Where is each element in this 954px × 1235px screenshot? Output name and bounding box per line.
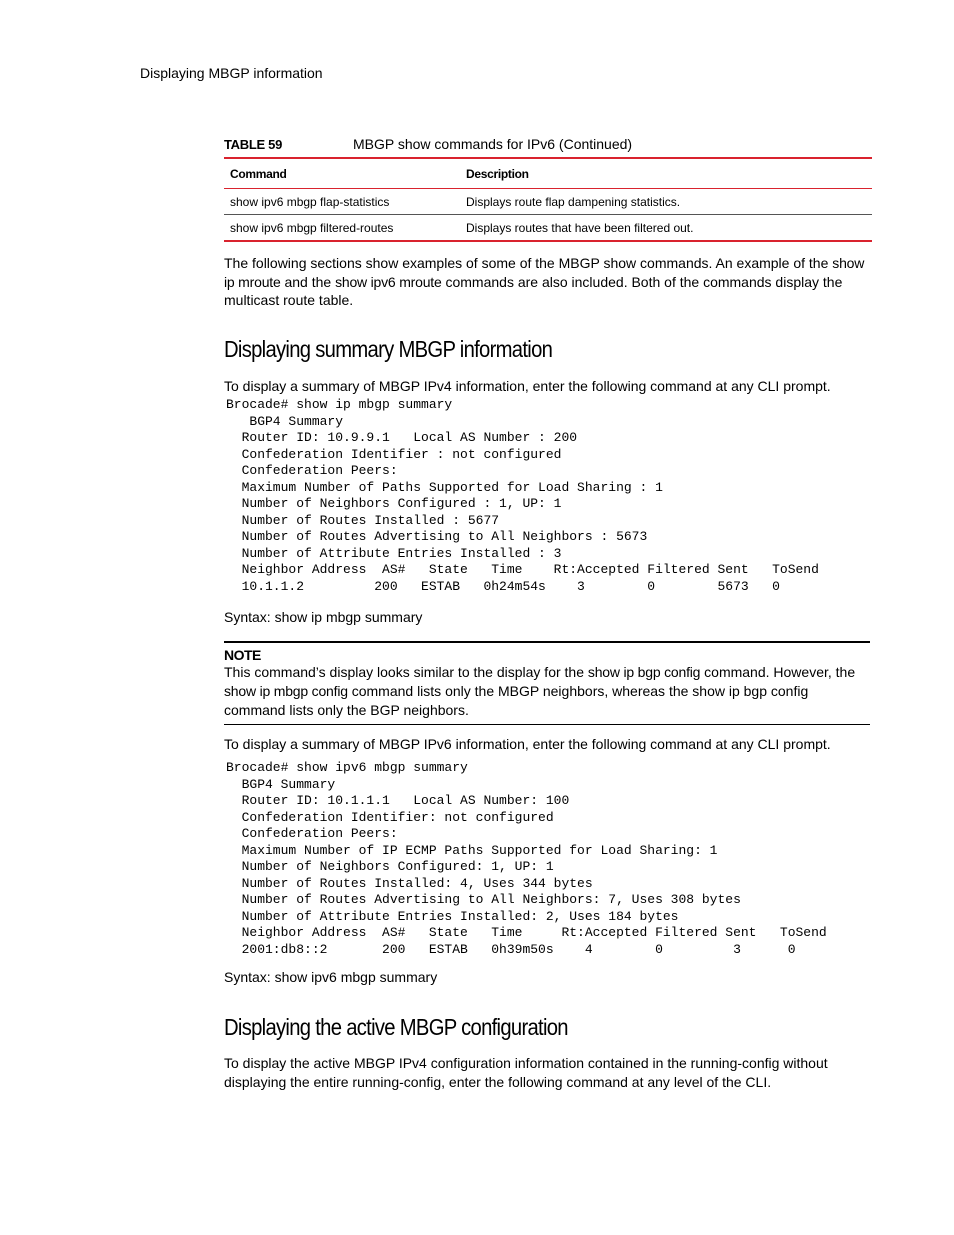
table-row — [224, 215, 872, 242]
note-text-part: This command’s display looks similar to the display for the — [224, 664, 588, 680]
note-text — [224, 663, 870, 724]
intro-text: The following sections show examples of some of the MBGP show commands. An example of the — [224, 255, 833, 271]
note-text-part: command. However, the — [700, 664, 856, 680]
intro-text: and the — [280, 273, 336, 290]
command-reference: show ipv6 mroute — [335, 273, 442, 290]
command-reference: show ip bgp config — [587, 664, 701, 680]
ipv6-intro: To display a summary of MBGP IPv6 information, enter the following command at any CLI prompt. — [224, 736, 831, 752]
note-label: NOTE — [224, 647, 261, 663]
command-table — [224, 157, 872, 242]
table-cell-command: show ipv6 mbgp flap-statistics — [230, 194, 390, 209]
ipv4-intro: To display a summary of MBGP IPv4 information, enter the following command at any CLI prompt. — [224, 378, 831, 394]
active-config-paragraph: To display the active MBGP IPv4 configuration information contained in the running-config without displaying the entire running-config, enter the following command at any level of the CLI. — [224, 1055, 828, 1090]
table-row — [224, 189, 872, 215]
note-text-part: command lists only the MBGP neighbors, whereas the show ip bgp config command lists only the BGP neighbors. — [224, 683, 809, 718]
ipv4-syntax: Syntax: show ip mbgp summary — [224, 609, 423, 625]
intro-text: commands are also included. Both of the commands display the multicast route table. — [224, 273, 843, 308]
table-caption — [224, 136, 872, 152]
table-title: MBGP show commands for IPv6 (Continued) — [353, 136, 633, 152]
table-number: TABLE 59 — [224, 137, 283, 152]
column-header-description: Description — [466, 166, 529, 181]
column-header-command: Command — [230, 166, 287, 181]
ipv6-code-sample: Brocade# show ipv6 mbgp summary BGP4 Summary Router ID: 10.1.1.1 Local AS Number: 100 Confederation Identifier: not configured Confederation Peers: Maximum Number of IP ECMP Paths Supported for Load Sharing: 1 Number of Neighbors Configured: 1, UP: 1 Number of Routes Installed: 4, Uses 344 bytes Number of Routes Advertising to All Neighbors: 7, Uses 308 bytes Number of Attribute Entries Installed: 2, Uses 184 bytes Neighbor Address AS# State Time Rt:Accepted Filtered Sent ToSend 2001:db8::2 200 ESTAB 0h39m50s 4 0 3 0 — [226, 760, 827, 957]
table-cell-description: Displays routes that have been filtered out. — [466, 220, 694, 235]
section-heading: Displaying the active MBGP configuration — [224, 1014, 568, 1040]
command-reference: show ip mbgp config — [224, 683, 348, 699]
ipv4-code-sample: Brocade# show ip mbgp summary BGP4 Summary Router ID: 10.9.9.1 Local AS Number : 200 Confederation Identifier : not configured Confederation Peers: Maximum Number of Paths Supported for Load Sharing : 1 Number of Neighbors Configured : 1, UP: 1 Number of Routes Installed : 5677 Number of Routes Advertising to All Neighbors : 5673 Number of Attribute Entries Installed : 3 Neighbor Address AS# State Time Rt:Accepted Filtered Sent ToSend 10.1.1.2 200 ESTAB 0h24m54s 3 0 5673 0 — [226, 397, 819, 594]
ipv6-syntax: Syntax: show ipv6 mbgp summary — [224, 969, 438, 985]
section-heading: Displaying summary MBGP information — [224, 336, 553, 362]
table-header-row — [224, 158, 872, 189]
command-reference: show ip mroute — [224, 255, 865, 290]
table-cell-description: Displays route flap dampening statistics. — [466, 194, 681, 209]
table-cell-command: show ipv6 mbgp filtered-routes — [230, 220, 394, 235]
intro-paragraph — [224, 254, 872, 310]
note-box — [224, 641, 870, 725]
running-head: Displaying MBGP information — [140, 65, 323, 81]
